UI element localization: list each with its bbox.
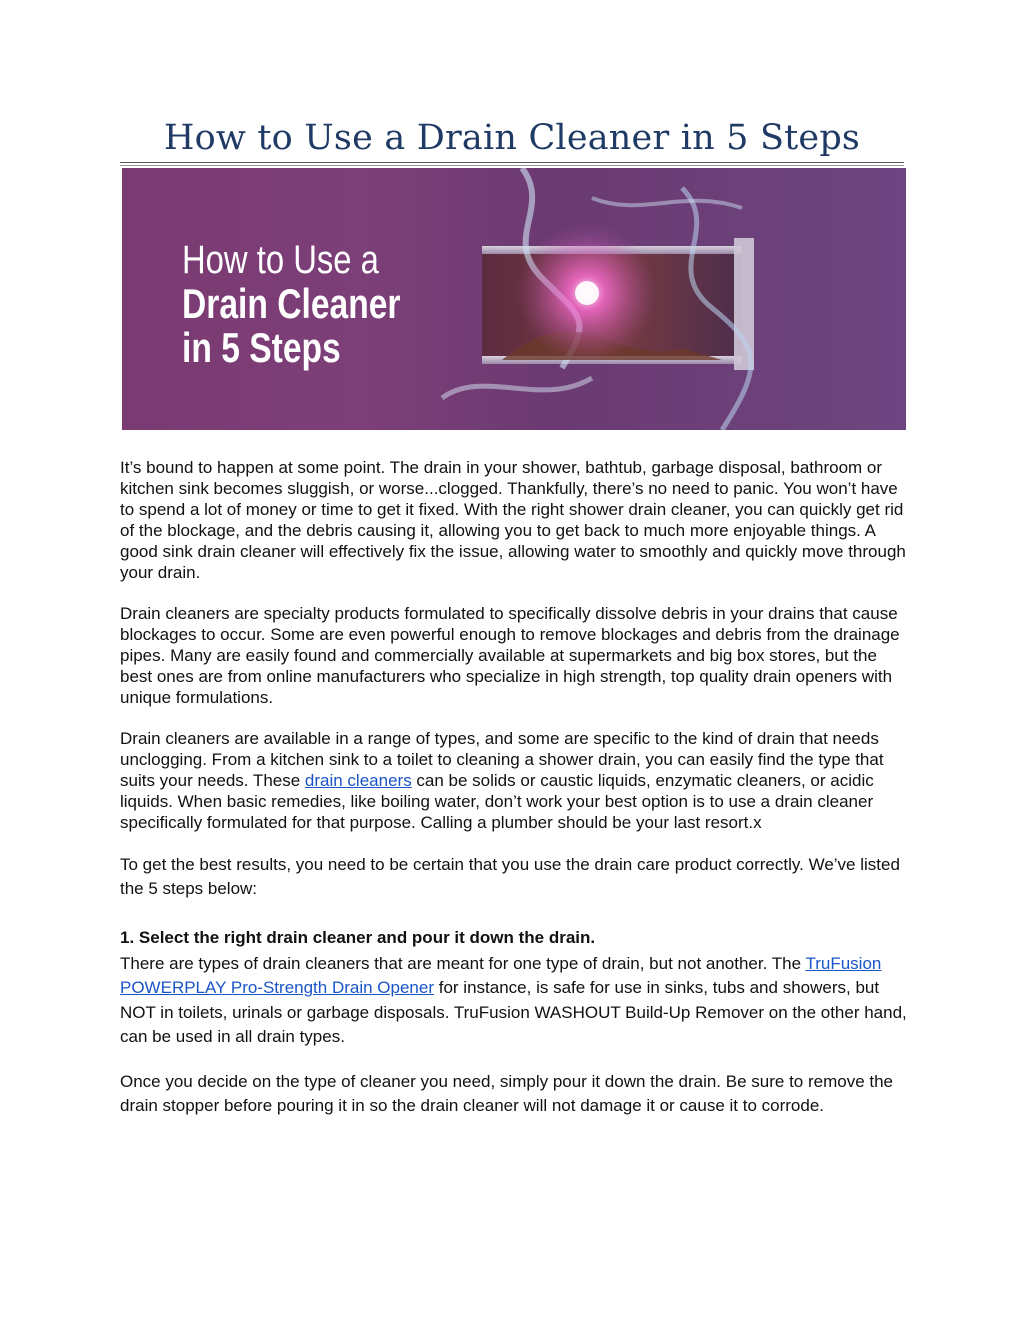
paragraph-steps-intro: To get the best results, you need to be certain that you use the drain care product correctly. We’ve listed the 5 steps below: [120, 855, 900, 898]
step-1-heading: 1. Select the right drain cleaner and pour it down the drain. [120, 928, 596, 947]
step-1-body [120, 952, 910, 1050]
title-divider [120, 162, 904, 163]
banner-line-2: Drain Cleaner [182, 280, 401, 327]
article-body [120, 457, 910, 1138]
hero-banner-image [122, 168, 906, 430]
paragraph-types-text-a: Drain cleaners are available in a range of types, and some are specific to the kind of drain that needs unclogging. From a kitchen sink to a toilet to cleaning a shower drain, you can easily find the type that suits your needs. These [120, 729, 884, 790]
banner-line-3: in 5 Steps [182, 324, 341, 371]
trufusion-powerplay-link[interactable]: TruFusion POWERPLAY Pro-Strength Drain Opener [120, 954, 882, 998]
banner-headline [182, 238, 455, 370]
paragraph-types [120, 728, 910, 833]
paragraph-types-text-b: can be solids or caustic liquids, enzymatic cleaners, or acidic liquids. When basic remedies, like boiling water, don’t work your best option is to use a drain cleaner specifically formulated for that purpose. Calling a plumber should be your last resort.x [120, 771, 874, 832]
paragraph-intro: It’s bound to happen at some point. The drain in your shower, bathtub, garbage disposal, bathroom or kitchen sink becomes sluggish, or worse...clogged. Thankfully, there’s no need to panic. You won’t have to spend a lot of money or time to get it fixed. With the right shower drain cleaner, you can quickly get rid of the blockage, and the debris causing it, allowing you to get back to much more enjoyable things. A good sink drain cleaner will effectively fix the issue, allowing water to smoothly and quickly move through your drain. [120, 458, 906, 582]
step-1-text-a: There are types of drain cleaners that are meant for one type of drain, but not another. The [120, 954, 806, 973]
paragraph-definition: Drain cleaners are specialty products formulated to specifically dissolve debris in your drains that cause blockages to occur. Some are even powerful enough to remove blockages and debris from the drainage pipes. Many are easily found and commercially available at supermarkets and big box stores, but the best ones are from online manufacturers who specialize in high strength, top quality drain openers with unique formulations. [120, 604, 900, 707]
step-1-text-b: for instance, is safe for use in sinks, tubs and showers, but NOT in toilets, urinals or garbage disposals. TruFusion WASHOUT Build-Up Remover on the other hand, can be used in all drain types. [120, 978, 907, 1047]
banner-line-1: How to Use a [182, 238, 379, 282]
drain-cleaners-link[interactable]: drain cleaners [304, 771, 412, 790]
title-divider-secondary [120, 165, 904, 166]
step-1-body-2: Once you decide on the type of cleaner you need, simply pour it down the drain. Be sure to remove the drain stopper before pouring it in so the drain cleaner will not damage it or cause it to corrode. [120, 1071, 894, 1116]
page-title: How to Use a Drain Cleaner in 5 Steps [163, 118, 861, 158]
